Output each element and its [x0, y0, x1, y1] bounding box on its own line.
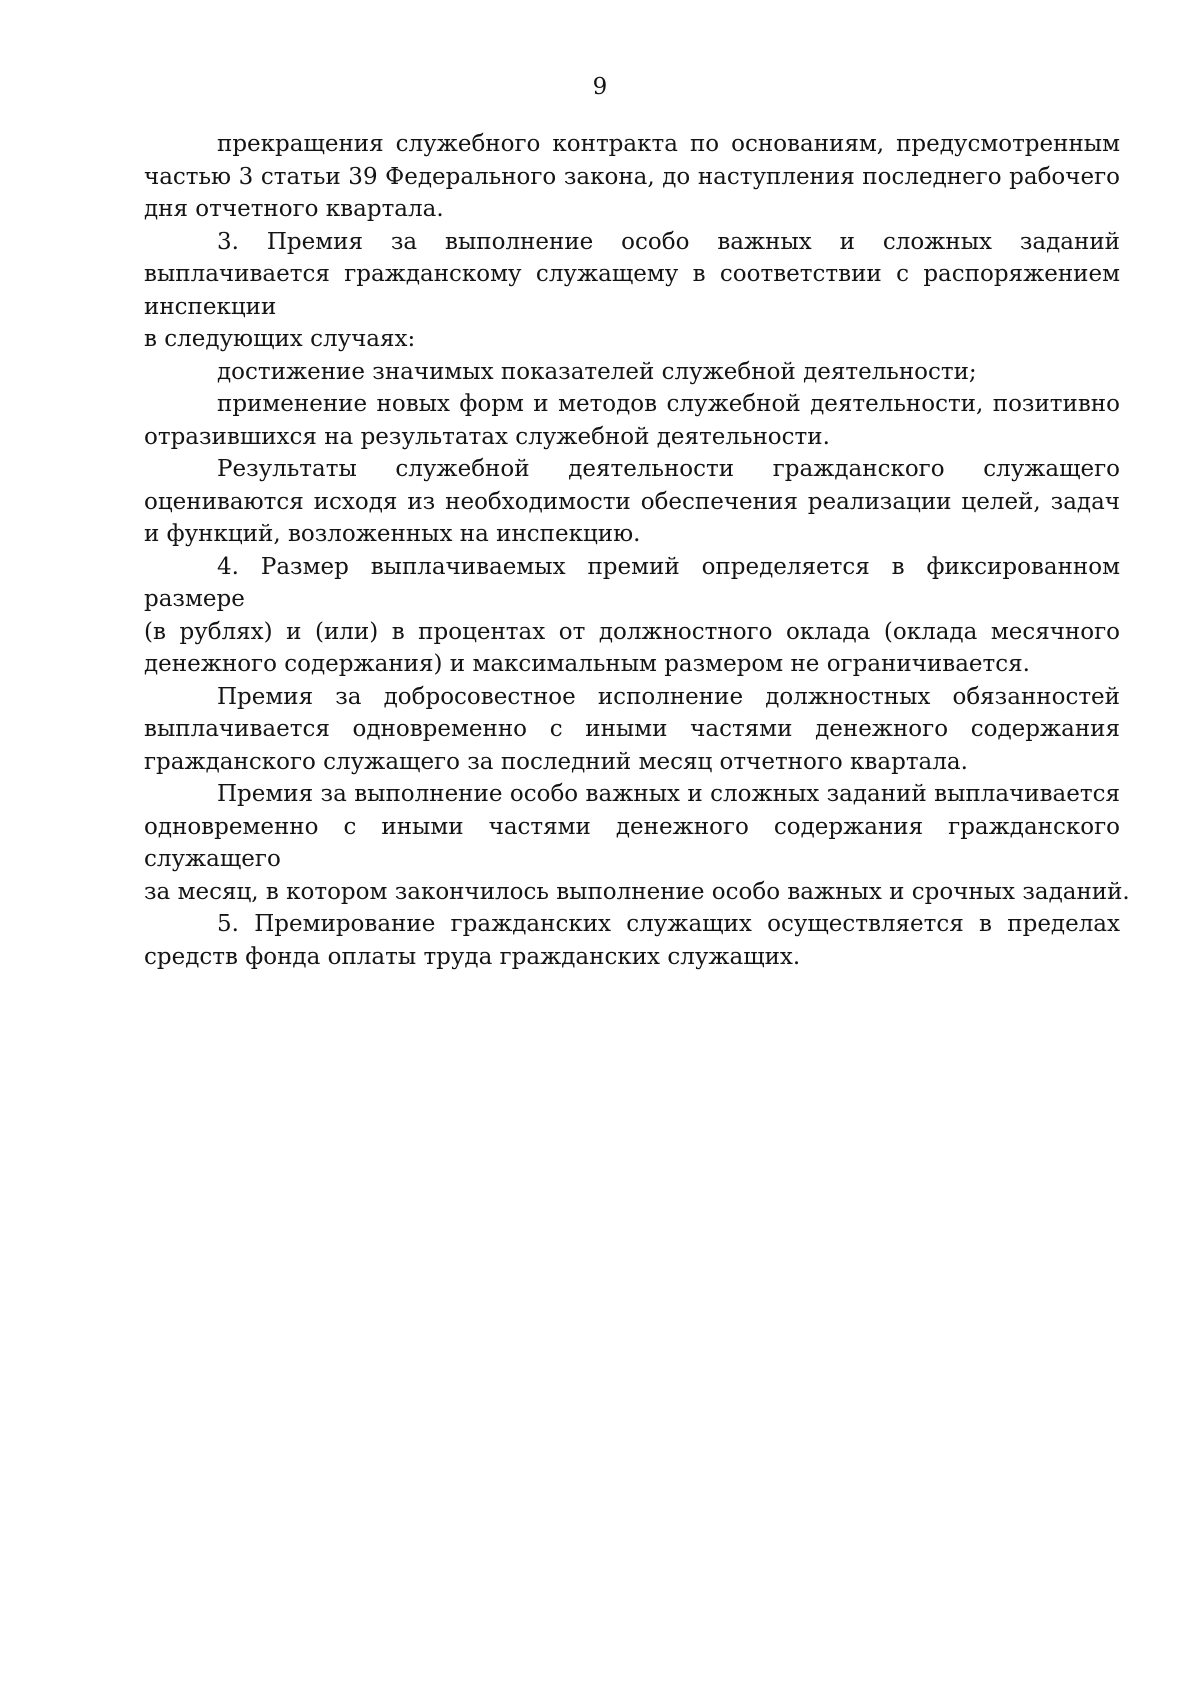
paragraph — [144, 356, 1120, 389]
paragraph — [144, 681, 1120, 779]
text-line: 3. Премия за выполнение особо важных и сложных заданий — [217, 228, 1120, 255]
text-line: 5. Премирование гражданских служащих осуществляется в пределах — [217, 911, 1120, 937]
text-line: средств фонда оплаты труда гражданских служащих. — [144, 943, 801, 970]
text-line: достижение значимых показателей служебной деятельности; — [217, 358, 977, 385]
text-line: и функций, возложенных на инспекцию. — [144, 521, 641, 547]
text-line: (в рублях) и (или) в процентах от должностного оклада (оклада месячного — [144, 618, 1120, 645]
text-line: гражданского служащего за последний месяц отчетного квартала. — [144, 748, 968, 775]
paragraph — [144, 388, 1120, 453]
text-line: частью 3 статьи 39 Федерального закона, до наступления последнего рабочего — [144, 163, 1120, 190]
text-line: служащего — [144, 846, 281, 872]
paragraph — [144, 778, 1120, 876]
text-line: денежного содержания) и максимальным размером не ограничивается. — [144, 651, 1030, 677]
text-line: прекращения служебного контракта по основаниям, предусмотренным — [217, 131, 1120, 157]
text-line: Результаты служебной деятельности гражданского служащего — [217, 456, 1120, 482]
text-line: дня отчетного квартала. — [144, 196, 444, 222]
text-line: 4. Размер выплачиваемых премий определяется в фиксированном размере — [144, 553, 1120, 612]
paragraph — [144, 876, 1130, 909]
text-line: одновременно с иными частями денежного содержания гражданского — [144, 813, 1120, 840]
text-line: за месяц, в котором закончилось выполнение особо важных и срочных заданий. — [144, 878, 1130, 905]
text-line: инспекции — [144, 293, 277, 320]
text-line: применение новых форм и методов служебной деятельности, позитивно — [217, 391, 1120, 417]
text-line: выплачивается одновременно с иными частями денежного содержания — [144, 716, 1120, 742]
text-line: отразившихся на результатах служебной деятельности. — [144, 423, 830, 450]
page-number: 9 — [592, 74, 608, 100]
text-line: в следующих случаях: — [144, 326, 416, 352]
text-line: Премия за выполнение особо важных и сложных заданий выплачивается — [217, 781, 1120, 807]
text-line: выплачивается гражданскому служащему в соответствии с распоряжением — [144, 261, 1120, 287]
paragraph — [144, 551, 1120, 681]
paragraph — [144, 226, 1120, 324]
text-line: Премия за добросовестное исполнение должностных обязанностей — [217, 683, 1120, 710]
text-line: оцениваются исходя из необходимости обеспечения реализации целей, задач — [144, 488, 1120, 515]
paragraph — [144, 128, 1120, 226]
paragraph — [144, 323, 1120, 356]
document-body — [144, 128, 1130, 973]
paragraph — [144, 453, 1120, 551]
paragraph — [144, 908, 1120, 973]
